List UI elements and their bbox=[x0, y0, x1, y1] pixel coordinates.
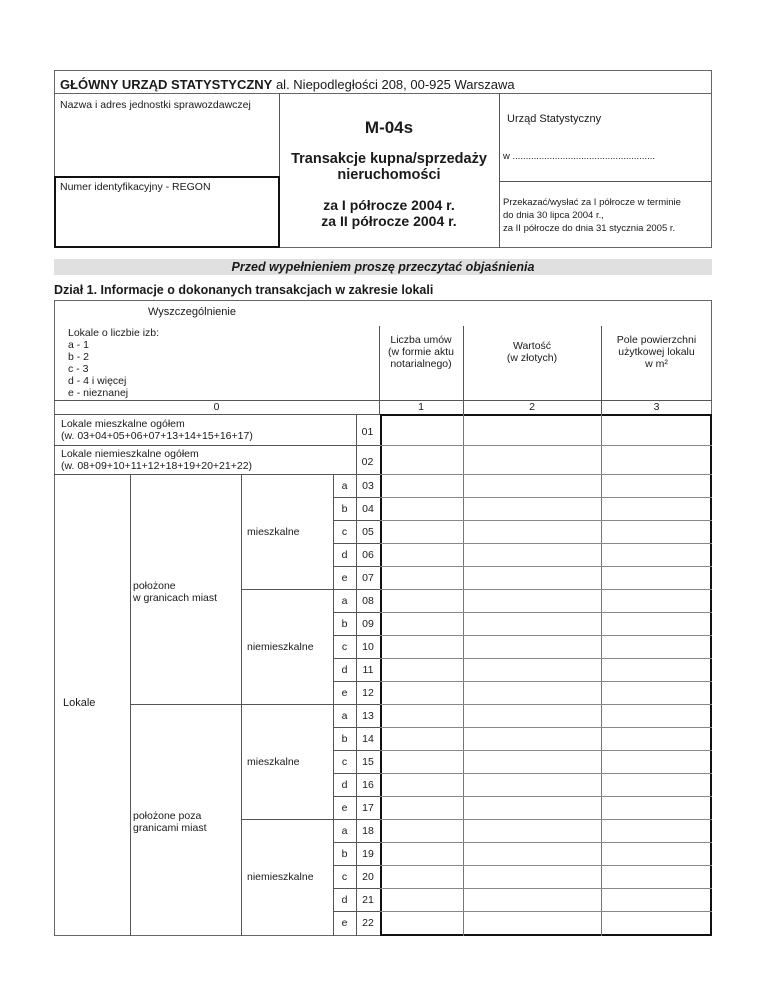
row-number: 17 bbox=[362, 802, 374, 814]
row02-num: 02 bbox=[361, 456, 374, 468]
entry-col-divider-2 bbox=[601, 414, 602, 936]
row-number: 22 bbox=[362, 917, 374, 929]
entry-row-line bbox=[380, 773, 712, 774]
entry-cell[interactable] bbox=[465, 591, 599, 610]
entry-row-line bbox=[380, 819, 712, 820]
rooms-c: c - 3 bbox=[68, 363, 89, 375]
entry-cell[interactable] bbox=[465, 729, 599, 748]
row02-label-2: (w. 08+09+10+11+12+18+19+20+21+22) bbox=[61, 460, 253, 472]
row-letter: e bbox=[341, 572, 348, 584]
type-niemieszkalne-2: niemieszkalne bbox=[247, 871, 314, 883]
entry-cell[interactable] bbox=[603, 752, 710, 771]
entry-cell[interactable] bbox=[603, 499, 710, 518]
entry-row-line bbox=[380, 543, 712, 544]
regon-label: Numer identyfikacyjny - REGON bbox=[60, 181, 211, 193]
letter-row-line bbox=[333, 589, 380, 590]
colnum-3: 3 bbox=[653, 401, 660, 413]
letter-row-line bbox=[333, 497, 380, 498]
row-letter: c bbox=[341, 526, 348, 538]
entry-cell[interactable] bbox=[382, 729, 461, 748]
letter-row-line bbox=[333, 520, 380, 521]
rooms-d: d - 4 i więcej bbox=[68, 375, 127, 387]
entry-cell[interactable] bbox=[465, 637, 599, 656]
entry-cell[interactable] bbox=[465, 614, 599, 633]
head-col3-divider bbox=[601, 326, 602, 400]
row02-label-1: Lokale niemieszkalne ogółem bbox=[61, 448, 199, 460]
entry-row-line bbox=[380, 842, 712, 843]
entry-row-line bbox=[380, 681, 712, 682]
entry-cell[interactable] bbox=[465, 775, 599, 794]
row-letter: d bbox=[341, 549, 348, 561]
body-divider-location bbox=[241, 474, 242, 936]
rooms-a: a - 1 bbox=[68, 339, 90, 351]
entry-row-line bbox=[380, 566, 712, 567]
row-letter: a bbox=[341, 480, 348, 492]
deadline-3: za II półrocze do dnia 31 stycznia 2005 r. bbox=[503, 223, 676, 234]
entry-cell[interactable] bbox=[465, 706, 599, 725]
section-title: Dział 1. Informacje o dokonanych transakcjach w zakresie lokali bbox=[54, 283, 434, 297]
entry-cell[interactable] bbox=[465, 867, 599, 886]
letter-row-line bbox=[333, 888, 380, 889]
entry-row-line bbox=[380, 658, 712, 659]
col1-head-3: notarialnego) bbox=[390, 358, 452, 370]
deadline-1: Przekazać/wysłać za I półrocze w terminie bbox=[503, 197, 681, 208]
letter-row-line bbox=[333, 612, 380, 613]
deadline-divider bbox=[499, 181, 712, 182]
form-title-2: nieruchomości bbox=[337, 167, 441, 183]
entry-cell[interactable] bbox=[382, 660, 461, 679]
row-number: 08 bbox=[362, 595, 374, 607]
entry-cell[interactable] bbox=[382, 913, 461, 932]
row-number: 11 bbox=[362, 664, 374, 676]
city-out-1: położone poza bbox=[133, 810, 202, 822]
city-out-2: granicami miast bbox=[133, 822, 207, 834]
row-number: 06 bbox=[362, 549, 374, 561]
entry-cell[interactable] bbox=[603, 660, 710, 679]
row-letter: a bbox=[341, 595, 348, 607]
row-letter: c bbox=[341, 871, 348, 883]
row-number: 04 bbox=[362, 503, 374, 515]
entry-cell[interactable] bbox=[603, 821, 710, 840]
entry-cell[interactable] bbox=[382, 821, 461, 840]
row-letter: d bbox=[341, 664, 348, 676]
unit-name-field[interactable] bbox=[56, 113, 278, 173]
entry-row-line bbox=[380, 911, 712, 912]
col2-head-2: (w złotych) bbox=[506, 352, 558, 364]
stat-office-field[interactable]: w ...................................................... bbox=[503, 151, 656, 162]
row-number: 18 bbox=[362, 825, 374, 837]
entry-cell[interactable] bbox=[465, 844, 599, 863]
row-letter: d bbox=[341, 894, 348, 906]
row-number: 14 bbox=[362, 733, 374, 745]
entry-cell[interactable] bbox=[465, 683, 599, 702]
entry-cell[interactable] bbox=[603, 614, 710, 633]
row-letter: e bbox=[341, 687, 348, 699]
row01-num: 01 bbox=[361, 426, 374, 438]
table-head-title: Wyszczególnienie bbox=[148, 306, 236, 318]
entry-cell[interactable] bbox=[382, 775, 461, 794]
row-number: 21 bbox=[362, 894, 374, 906]
letter-row-line bbox=[333, 681, 380, 682]
col3-head-2: użytkowej lokalu bbox=[618, 346, 695, 358]
colnum-2: 2 bbox=[529, 401, 535, 413]
row-number: 12 bbox=[362, 687, 374, 699]
city-in-2: w granicach miast bbox=[133, 592, 218, 604]
entry-cell[interactable] bbox=[603, 591, 710, 610]
row-letter: e bbox=[341, 802, 348, 814]
letter-row-line bbox=[333, 911, 380, 912]
entry-cell[interactable] bbox=[465, 821, 599, 840]
head-col1-divider bbox=[379, 326, 380, 400]
entry-row-line bbox=[380, 727, 712, 728]
instructions-text: Przed wypełnieniem proszę przeczytać objaśnienia bbox=[231, 260, 535, 274]
entry-cell[interactable] bbox=[465, 752, 599, 771]
rooms-label: Lokale o liczbie izb: bbox=[68, 327, 160, 339]
entry-cell[interactable] bbox=[382, 752, 461, 771]
row-letter: b bbox=[341, 618, 348, 630]
letter-row-line bbox=[333, 543, 380, 544]
regon-field[interactable] bbox=[58, 196, 276, 244]
period-2: za II półrocze 2004 r. bbox=[321, 213, 457, 229]
type-mieszkalne-2: mieszkalne bbox=[247, 756, 300, 768]
entry-cell[interactable] bbox=[382, 890, 461, 909]
type-niemieszkalne-1: niemieszkalne bbox=[247, 641, 314, 653]
row-letter: b bbox=[341, 848, 348, 860]
entry-cell[interactable] bbox=[465, 913, 599, 932]
entry-cell[interactable] bbox=[382, 499, 461, 518]
type-mieszkalne-1: mieszkalne bbox=[247, 526, 300, 538]
letter-row-line bbox=[333, 704, 380, 705]
entry-cell[interactable] bbox=[382, 591, 461, 610]
entry-cell[interactable] bbox=[382, 522, 461, 541]
entry-cell[interactable] bbox=[465, 660, 599, 679]
entry-cell[interactable] bbox=[603, 476, 710, 495]
stat-office-label: Urząd Statystyczny bbox=[507, 113, 602, 125]
entry-row-line bbox=[380, 497, 712, 498]
row01-label-2: (w. 03+04+05+06+07+13+14+15+16+17) bbox=[61, 430, 253, 442]
entry-row-line bbox=[380, 589, 712, 590]
row-number: 19 bbox=[362, 848, 374, 860]
col1-head-1: Liczba umów bbox=[390, 334, 452, 346]
num-col-left bbox=[356, 414, 357, 474]
letter-row-line bbox=[333, 819, 380, 820]
entry-cell[interactable] bbox=[603, 844, 710, 863]
letter-row-line bbox=[333, 773, 380, 774]
entry-row-line bbox=[380, 750, 712, 751]
entry-cell[interactable] bbox=[603, 867, 710, 886]
head-col2-divider bbox=[463, 326, 464, 400]
entry-cell[interactable] bbox=[603, 706, 710, 725]
col3-head-3: w m² bbox=[645, 358, 668, 370]
entry-cell[interactable] bbox=[465, 545, 599, 564]
row-letter: c bbox=[341, 641, 348, 653]
entry-row-line bbox=[380, 704, 712, 705]
row-number: 16 bbox=[362, 779, 374, 791]
entry-row-line bbox=[380, 888, 712, 889]
letter-row-line bbox=[333, 658, 380, 659]
row-letter: a bbox=[341, 710, 348, 722]
entry-cell[interactable] bbox=[603, 568, 710, 587]
entry-row-line bbox=[380, 612, 712, 613]
office-name: GŁÓWNY URZĄD STATYSTYCZNY bbox=[60, 77, 273, 92]
entry-cell[interactable] bbox=[603, 775, 710, 794]
deadline-2: do dnia 30 lipca 2004 r., bbox=[503, 210, 604, 221]
entry-cell[interactable] bbox=[603, 416, 710, 443]
form-title-1: Transakcje kupna/sprzedaży bbox=[291, 151, 487, 167]
entry-cell[interactable] bbox=[603, 913, 710, 932]
row-letter: c bbox=[341, 756, 348, 768]
rooms-e: e - nieznanej bbox=[68, 387, 129, 399]
entry-cell[interactable] bbox=[382, 416, 461, 443]
row01-label-1: Lokale mieszkalne ogółem bbox=[61, 418, 185, 430]
entry-row-line bbox=[380, 865, 712, 866]
entry-cell[interactable] bbox=[382, 844, 461, 863]
entry-cell[interactable] bbox=[382, 706, 461, 725]
letter-row-line bbox=[333, 566, 380, 567]
entry-cell[interactable] bbox=[603, 447, 710, 472]
letter-row-line bbox=[333, 865, 380, 866]
entry-cell[interactable] bbox=[382, 614, 461, 633]
entry-row-line bbox=[380, 635, 712, 636]
header-divider bbox=[54, 93, 712, 94]
entry-cell[interactable] bbox=[465, 476, 599, 495]
entry-cell[interactable] bbox=[465, 890, 599, 909]
entry-col-divider-1 bbox=[463, 414, 464, 936]
col3-head-1: Pole powierzchni bbox=[616, 334, 697, 346]
office-title bbox=[60, 77, 515, 92]
letter-row-line bbox=[333, 842, 380, 843]
entry-cell[interactable] bbox=[382, 637, 461, 656]
row-number: 20 bbox=[362, 871, 374, 883]
entry-cell[interactable] bbox=[465, 416, 599, 443]
entry-cell[interactable] bbox=[382, 798, 461, 817]
lokale-label: Lokale bbox=[63, 697, 96, 709]
letter-row-line bbox=[333, 750, 380, 751]
entry-cell[interactable] bbox=[603, 522, 710, 541]
entry-cell[interactable] bbox=[382, 545, 461, 564]
row02-bottom bbox=[54, 474, 380, 475]
entry-cell[interactable] bbox=[382, 568, 461, 587]
row01-bottom bbox=[54, 445, 380, 446]
office-address: al. Niepodległości 208, 00-925 Warszawa bbox=[272, 77, 515, 92]
entry-cell[interactable] bbox=[382, 447, 461, 472]
row-number: 05 bbox=[362, 526, 374, 538]
row-letter: d bbox=[341, 779, 348, 791]
row-number: 13 bbox=[362, 710, 374, 722]
colnum-0: 0 bbox=[213, 401, 220, 413]
colnum-1: 1 bbox=[418, 401, 424, 413]
entry-row-line bbox=[380, 474, 712, 475]
col1-head-2: (w formie aktu bbox=[388, 346, 454, 358]
row-letter: b bbox=[341, 733, 348, 745]
entry-cell[interactable] bbox=[382, 683, 461, 702]
col2-head-1: Wartość bbox=[512, 340, 552, 352]
row-letter: e bbox=[341, 917, 348, 929]
body-divider-lokale bbox=[130, 474, 131, 936]
entry-cell[interactable] bbox=[382, 476, 461, 495]
row-number: 15 bbox=[362, 756, 374, 768]
entry-cell[interactable] bbox=[465, 499, 599, 518]
row-number: 07 bbox=[362, 572, 374, 584]
entry-cell[interactable] bbox=[465, 798, 599, 817]
period-1: za I półrocze 2004 r. bbox=[323, 197, 455, 213]
row-letter: b bbox=[341, 503, 348, 515]
form-code: M-04s bbox=[364, 118, 414, 137]
entry-cell[interactable] bbox=[603, 545, 710, 564]
letter-row-line bbox=[333, 727, 380, 728]
entry-cell[interactable] bbox=[603, 729, 710, 748]
row-number: 03 bbox=[362, 480, 374, 492]
entry-cell[interactable] bbox=[382, 867, 461, 886]
row-number: 09 bbox=[362, 618, 374, 630]
row-number: 10 bbox=[362, 641, 374, 653]
entry-cell[interactable] bbox=[465, 522, 599, 541]
row-letter: a bbox=[341, 825, 348, 837]
city-in-1: położone bbox=[133, 580, 176, 592]
entry-cell[interactable] bbox=[465, 447, 599, 472]
entry-cell[interactable] bbox=[603, 890, 710, 909]
entry-cell[interactable] bbox=[465, 568, 599, 587]
entry-cell[interactable] bbox=[603, 798, 710, 817]
entry-row-line bbox=[380, 796, 712, 797]
letter-row-line bbox=[333, 796, 380, 797]
letter-row-line bbox=[333, 635, 380, 636]
rooms-b: b - 2 bbox=[68, 351, 90, 363]
entry-row-line bbox=[380, 520, 712, 521]
entry-cell[interactable] bbox=[603, 637, 710, 656]
unit-name-label: Nazwa i adres jednostki sprawozdawczej bbox=[60, 99, 251, 111]
entry-row-line bbox=[380, 445, 712, 446]
entry-cell[interactable] bbox=[603, 683, 710, 702]
header-right-divider bbox=[499, 93, 500, 248]
